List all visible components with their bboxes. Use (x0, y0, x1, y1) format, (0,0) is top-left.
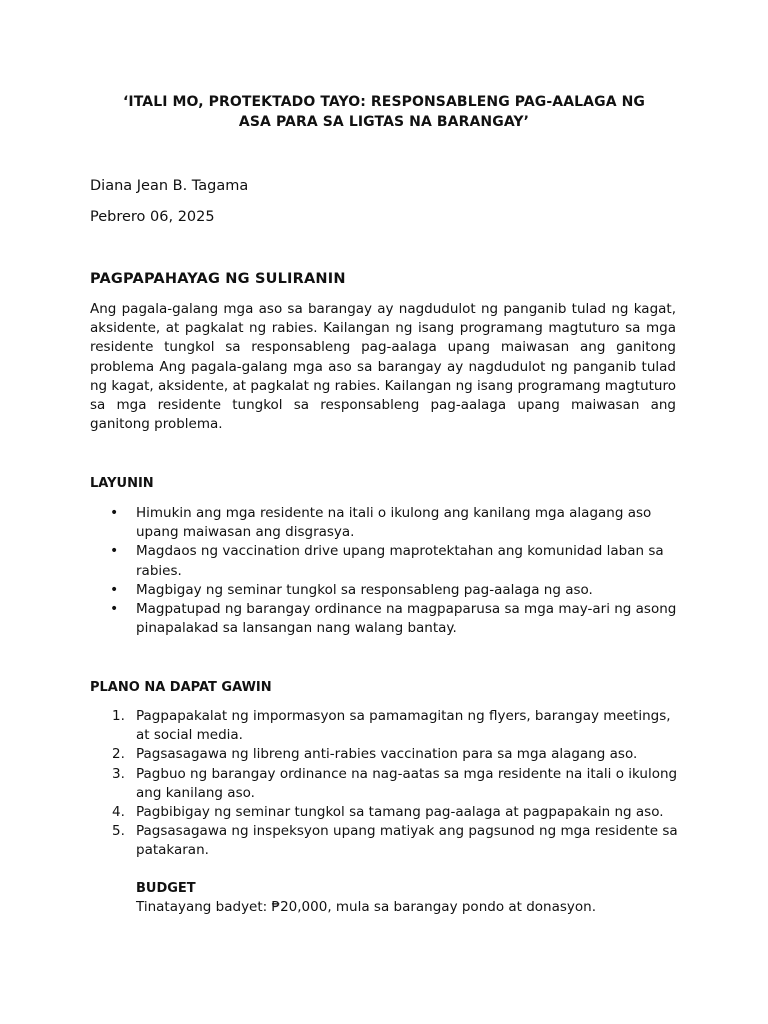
title-line-2: ASA PARA SA LIGTAS NA BARANGAY’ (238, 114, 530, 130)
objective-text: Magdaos ng vaccination drive upang maprotektahan ang komunidad laban sa rabies. (136, 543, 664, 579)
list-number: 3. (112, 765, 125, 782)
list-item (90, 581, 680, 600)
plan-text: Pagsasagawa ng libreng anti-rabies vaccination para sa mga alagang aso. (136, 746, 638, 763)
list-item (90, 707, 680, 745)
list-item (90, 542, 680, 580)
list-item (90, 822, 680, 860)
objective-text: Himukin ang mga residente na itali o ikulong ang kanilang mga alagang aso upang maiwasan ang disgrasya. (136, 505, 652, 541)
problem-paragraph: Ang pagala-galang mga aso sa barangay ay nagdudulot ng panganib tulad ng kagat, aksidente, at pagkalat ng rabies. Kailangan ng isang programang magtuturo sa mga residente tungkol sa responsableng pag-aalaga upang maiwasan ang ganitong problema Ang pagala-galang mga aso sa barangay ay nagdudulot ng panganib tulad ng kagat, aksidente, at pagkalat ng rabies. Kailangan ng isang programang magtuturo sa mga residente tungkol sa responsableng pag-aalaga upang maiwasan ang ganitong problema. (90, 301, 677, 433)
bullet-marker: • (110, 581, 119, 598)
problem-heading: PAGPAPAHAYAG NG SULIRANIN (90, 271, 346, 287)
plan-text: Pagbibigay ng seminar tungkol sa tamang pag-aalaga at pagpapakain ng aso. (136, 804, 664, 821)
title-line-1: ‘ITALI MO, PROTEKTADO TAYO: RESPONSABLENG PAG-AALAGA NG (122, 94, 646, 110)
objectives-list (90, 504, 680, 638)
list-number: 5. (112, 823, 125, 840)
list-item (90, 504, 680, 542)
plan-text: Pagsasagawa ng inspeksyon upang matiyak ang pagsunod ng mga residente sa patakaran. (136, 823, 678, 859)
list-number: 1. (112, 708, 125, 724)
plan-list (90, 707, 680, 861)
list-item (90, 803, 680, 822)
list-number: 2. (112, 746, 125, 763)
objective-text: Magbigay ng seminar tungkol sa responsableng pag-aalaga ng aso. (136, 581, 593, 598)
bullet-marker: • (110, 543, 119, 560)
list-item (90, 745, 680, 764)
plan-text: Pagpapakalat ng impormasyon sa pamamagitan ng flyers, barangay meetings, at social media. (136, 708, 671, 744)
document-date: Pebrero 06, 2025 (90, 209, 215, 225)
objective-text: Magpatupad ng barangay ordinance na magpaparusa sa mga may-ari ng asong pinapalakad sa lansangan nang walang bantay. (136, 601, 677, 637)
author-name: Diana Jean B. Tagama (90, 178, 249, 194)
bullet-marker: • (110, 505, 119, 521)
objectives-heading: LAYUNIN (90, 476, 154, 491)
list-item (90, 600, 680, 638)
list-item (90, 765, 680, 803)
document-title (90, 92, 678, 132)
budget-heading: BUDGET (136, 881, 196, 896)
budget-text: Tinatayang badyet: ₱20,000, mula sa barangay pondo at donasyon. (136, 899, 597, 915)
plan-heading: PLANO NA DAPAT GAWIN (90, 680, 272, 695)
bullet-marker: • (110, 601, 119, 618)
list-number: 4. (112, 804, 125, 821)
plan-text: Pagbuo ng barangay ordinance na nag-aatas sa mga residente na itali o ikulong ang kanilang aso. (136, 765, 678, 801)
